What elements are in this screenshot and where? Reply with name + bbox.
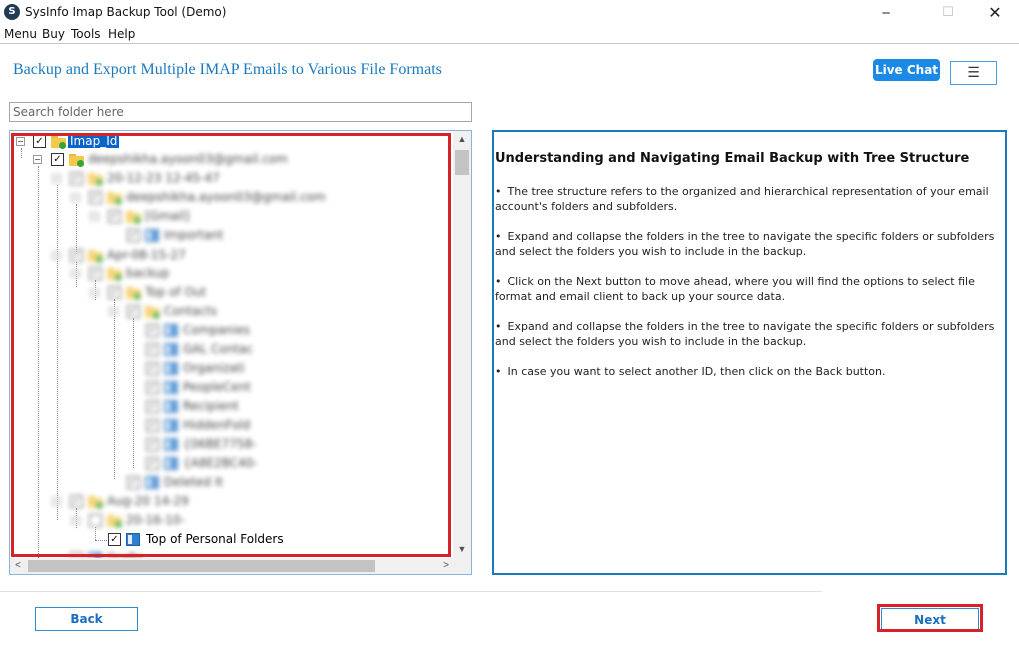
tree-checkbox[interactable]: ✓ <box>70 172 83 185</box>
tree-checkbox[interactable]: ✓ <box>146 381 159 394</box>
tree-node-label[interactable]: 20-12-23 12-45-47 <box>107 171 220 185</box>
mail-folder-icon <box>164 457 178 470</box>
mail-folder-icon <box>164 362 178 375</box>
tree-node-label[interactable]: Recipient <box>183 399 239 413</box>
tree-checkbox[interactable]: ✓ <box>89 191 102 204</box>
info-title: Understanding and Navigating Email Backup with Tree Structure <box>495 151 970 166</box>
tree-node[interactable] <box>0 551 450 558</box>
tree-checkbox[interactable]: ✓ <box>146 457 159 470</box>
bullet-icon: • <box>495 320 502 333</box>
menu-item-help[interactable]: Help <box>108 27 136 41</box>
bullet-icon: • <box>495 185 502 198</box>
tree-node[interactable] <box>0 437 450 453</box>
tree-checkbox[interactable]: ✓ <box>146 438 159 451</box>
tree-node[interactable] <box>0 456 450 472</box>
tree-node-label[interactable]: Apr-08-15-27 <box>107 248 186 262</box>
info-bullet-text: In case you want to select another ID, then click on the Back button. <box>507 365 886 378</box>
tree-node-label[interactable]: Aug-20 14-29 <box>107 494 189 508</box>
tree-checkbox[interactable]: ✓ <box>89 267 102 280</box>
page-title: Backup and Export Multiple IMAP Emails to Various File Formats <box>13 61 442 78</box>
collapse-icon[interactable]: − <box>53 174 60 183</box>
collapse-icon[interactable]: − <box>17 137 24 146</box>
tree-checkbox[interactable]: ✓ <box>146 419 159 432</box>
tree-node-label[interactable]: HiddenFold <box>183 418 251 432</box>
tree-node[interactable] <box>0 248 450 264</box>
tree-node-label[interactable]: {A8E2BC40- <box>183 456 258 470</box>
tree-node[interactable] <box>0 418 450 434</box>
tree-node-root[interactable] <box>0 134 450 150</box>
collapse-icon[interactable]: − <box>72 516 79 525</box>
app-logo-icon: S <box>4 4 20 20</box>
search-folder-input[interactable] <box>9 102 472 122</box>
tree-node[interactable] <box>0 342 450 358</box>
collapse-icon[interactable]: − <box>72 193 79 202</box>
mail-folder-icon <box>164 324 178 337</box>
collapse-icon[interactable]: − <box>110 307 117 316</box>
tree-node-label[interactable]: Deleted It <box>164 475 224 489</box>
scroll-thumb[interactable] <box>28 560 375 572</box>
tree-checkbox[interactable]: ✓ <box>146 400 159 413</box>
folder-icon <box>88 250 104 262</box>
tree-node[interactable] <box>0 209 450 225</box>
back-button[interactable]: Back <box>35 607 138 631</box>
collapse-icon[interactable]: − <box>53 497 60 506</box>
minimize-button[interactable]: ─ <box>882 6 890 20</box>
tree-node-label[interactable]: PeopleCent <box>183 380 251 394</box>
tree-node-label[interactable]: Organizati <box>183 361 245 375</box>
folder-icon <box>88 173 104 185</box>
menu-item-menu[interactable]: Menu <box>4 27 37 41</box>
tree-node-label[interactable]: Contacts <box>164 304 217 318</box>
scroll-right-icon[interactable]: > <box>443 560 449 571</box>
tree-node[interactable] <box>0 475 450 491</box>
tree-node-label[interactable]: {06BE7758- <box>183 437 257 451</box>
collapse-icon[interactable]: − <box>91 288 98 297</box>
tree-node[interactable] <box>0 228 450 244</box>
scroll-up-icon[interactable]: ▲ <box>457 134 467 144</box>
mail-folder-icon <box>126 533 140 546</box>
bullet-icon: • <box>495 365 502 378</box>
tree-checkbox[interactable]: ✓ <box>127 476 140 489</box>
scroll-thumb[interactable] <box>455 150 469 175</box>
tree-node-label[interactable]: Top of Out <box>145 285 207 299</box>
tree-node[interactable] <box>0 323 450 339</box>
tree-checkbox[interactable]: ✓ <box>127 229 140 242</box>
tree-checkbox[interactable]: ✓ <box>70 249 83 262</box>
tree-node-label[interactable]: Companies <box>183 323 250 337</box>
info-bullet-text: The tree structure refers to the organized and hierarchical representation of your email account's folders and subfolders. <box>495 185 989 213</box>
mail-folder-icon <box>164 438 178 451</box>
menu-item-tools[interactable]: Tools <box>71 27 101 41</box>
info-panel <box>492 130 1007 575</box>
tree-node[interactable] <box>0 532 450 548</box>
tree-node-label[interactable]: GAL Contac <box>183 342 253 356</box>
hamburger-menu-button[interactable] <box>950 61 997 85</box>
tree-node-label[interactable]: deepshikha.ayoon03@gmail.com <box>126 190 326 204</box>
maximize-button[interactable]: ☐ <box>942 5 954 20</box>
bullet-icon: • <box>495 230 502 243</box>
live-chat-button[interactable]: Live Chat <box>873 59 940 81</box>
folder-icon <box>107 515 123 527</box>
scroll-left-icon[interactable]: < <box>15 560 21 571</box>
folder-icon <box>145 306 161 318</box>
collapse-icon[interactable]: − <box>91 212 98 221</box>
mail-folder-icon <box>145 476 159 489</box>
footer-divider <box>0 591 822 592</box>
tree-checkbox[interactable]: ✓ <box>108 533 121 546</box>
tree-checkbox[interactable]: ✓ <box>51 153 64 166</box>
tree-node-label[interactable]: Important <box>164 228 224 242</box>
tree-checkbox[interactable]: ✓ <box>70 495 83 508</box>
info-bullet <box>495 364 997 379</box>
mail-folder-icon <box>164 381 178 394</box>
tree-node-label[interactable]: Top of Personal Folders <box>146 532 284 546</box>
menu-bar <box>0 26 1019 44</box>
collapse-icon[interactable]: − <box>34 155 41 164</box>
tree-horizontal-scrollbar[interactable] <box>10 558 471 574</box>
tree-checkbox[interactable]: ✓ <box>146 324 159 337</box>
collapse-icon[interactable]: − <box>53 251 60 260</box>
info-bullet-text: Expand and collapse the folders in the tree to navigate the specific folders or subfolders and select the folders you wish to include in the backup. <box>495 230 995 258</box>
mail-folder-icon <box>164 343 178 356</box>
info-bullet <box>495 184 997 214</box>
close-button[interactable]: ✕ <box>988 3 1002 22</box>
folder-icon <box>107 192 123 204</box>
tree-node[interactable] <box>0 380 450 396</box>
folder-icon <box>88 496 104 508</box>
tree-vertical-scrollbar[interactable] <box>453 131 471 558</box>
mail-folder-icon <box>145 229 159 242</box>
tree-node[interactable] <box>0 266 450 282</box>
tree-node[interactable] <box>0 513 450 529</box>
tree-checkbox[interactable] <box>89 514 102 527</box>
tree-node-label[interactable]: [Gmail] <box>145 209 190 223</box>
title-bar <box>0 0 1019 26</box>
folder-icon <box>126 211 142 223</box>
tree-checkbox[interactable]: ✓ <box>33 135 46 148</box>
tree-node[interactable] <box>0 304 450 320</box>
account-folder-icon <box>51 136 67 148</box>
info-bullet <box>495 274 997 304</box>
info-bullet <box>495 319 997 349</box>
tree-node[interactable] <box>0 190 450 206</box>
tree-node-label[interactable]: backup <box>126 266 170 280</box>
info-bullet <box>495 229 997 259</box>
bullet-icon: • <box>495 275 502 288</box>
next-button[interactable]: Next <box>881 608 979 632</box>
folder-icon <box>126 287 142 299</box>
tree-checkbox[interactable]: ✓ <box>127 305 140 318</box>
tree-checkbox[interactable]: ✓ <box>108 210 121 223</box>
tree-node-label[interactable]: Imap_Id <box>70 134 118 148</box>
tree-node[interactable] <box>0 171 450 187</box>
tree-node-label[interactable]: 20-16-10- <box>126 513 185 527</box>
mail-folder-icon <box>164 400 178 413</box>
mail-folder-icon <box>164 419 178 432</box>
info-bullet-text: Click on the Next button to move ahead, where you will find the options to select file format and email client to back up your source data. <box>495 275 975 303</box>
tree-node[interactable] <box>0 399 450 415</box>
menu-item-buy[interactable]: Buy <box>42 27 65 41</box>
collapse-icon[interactable]: − <box>72 269 79 278</box>
tree-node[interactable] <box>0 494 450 510</box>
folder-icon <box>107 268 123 280</box>
tree-node[interactable] <box>0 285 450 301</box>
tree-checkbox[interactable]: ✓ <box>108 286 121 299</box>
window-title: SysInfo Imap Backup Tool (Demo) <box>25 5 227 19</box>
tree-node-label[interactable]: deepshikha.ayoon03@gmail.com <box>88 152 288 166</box>
scroll-down-icon[interactable]: ▼ <box>457 544 467 554</box>
tree-node[interactable] <box>0 152 450 168</box>
hamburger-icon: ☰ <box>967 64 980 80</box>
info-bullet-text: Expand and collapse the folders in the tree to navigate the specific folders or subfolders and select the folders you wish to include in the backup. <box>495 320 995 348</box>
tree-checkbox[interactable]: ✓ <box>146 362 159 375</box>
folder-icon <box>69 154 85 166</box>
tree-checkbox[interactable]: ✓ <box>146 343 159 356</box>
tree-node[interactable] <box>0 361 450 377</box>
